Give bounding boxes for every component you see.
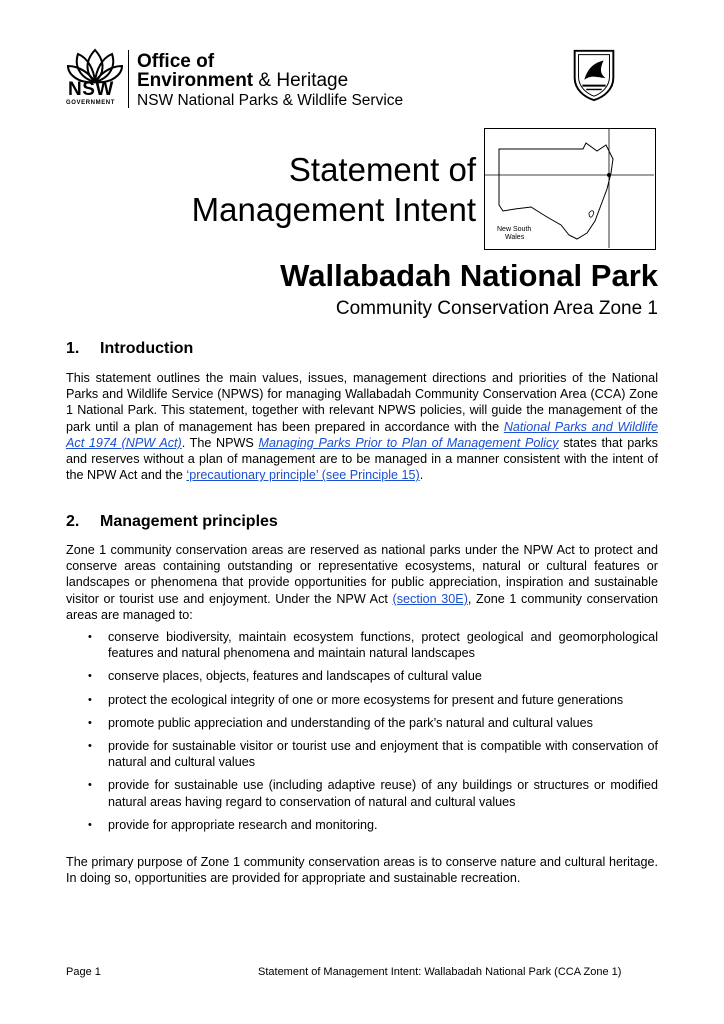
statement-title <box>136 150 476 230</box>
section-title: Management principles <box>100 513 278 530</box>
park-name: Wallabadah National Park <box>280 258 658 293</box>
nsw-locator-map <box>484 128 656 250</box>
map-label-line2: Wales <box>505 234 525 241</box>
header-divider <box>128 50 129 108</box>
managing-parks-policy-link[interactable]: Managing Parks Prior to Plan of Management Policy <box>258 435 559 450</box>
org-name-line1: Office of <box>137 51 215 72</box>
org-environment: Environment <box>137 70 254 91</box>
section-30e-link[interactable]: (section 30E) <box>392 591 468 606</box>
government-label: GOVERNMENT <box>66 100 116 106</box>
page-number: Page 1 <box>66 966 101 978</box>
zone-subtitle: Community Conservation Area Zone 1 <box>335 298 658 319</box>
org-name-line2 <box>137 71 348 91</box>
nsw-wordmark: NSW <box>68 79 114 100</box>
principles-text-2: , Zone 1 community conservation areas are managed to: <box>66 591 659 622</box>
map-label-line1: New South <box>497 226 532 233</box>
list-item: • provide for appropriate research and monitoring. <box>66 817 658 833</box>
org-name-line3: NSW National Parks & Wildlife Service <box>137 92 404 109</box>
list-item: • conserve places, objects, features and landscapes of cultural value <box>66 668 658 684</box>
intro-text-1: This statement outlines the main values, issues, management directions and priorities of the National Parks and Wildlife Service (NPWS) for managing Wallabadah Community Conservation Area (CCA) Zone 1 National Park. This statement, together with relevant NPWS policies, will guide the management of the park until a plan of management has been prepared in accordance with the <box>66 371 658 434</box>
section-heading-introduction <box>66 340 193 358</box>
title-line1: Statement of <box>288 151 476 188</box>
list-item: • provide for sustainable use (including adaptive reuse) of any buildings or structures or modified natural areas having regard to conservation of natural and cultural values <box>66 777 658 809</box>
list-item: • provide for sustainable visitor or tourist use and enjoyment that is compatible with conservation of natural and cultural values <box>66 738 658 770</box>
precautionary-principle-link[interactable]: ‘precautionary principle’ (see Principle 15) <box>186 468 420 483</box>
principles-bullet-list <box>66 629 658 833</box>
title-line2: Management Intent <box>191 191 476 228</box>
principles-list-container <box>66 629 658 840</box>
npw-act-link[interactable]: National Parks and Wildlife Act 1974 (NPW Act) <box>66 419 658 450</box>
section-title: Introduction <box>100 340 194 357</box>
closing-paragraph: The primary purpose of Zone 1 community conservation areas is to conserve nature and cultural heritage. In doing so, opportunities are provided for appropriate and sustainable recreation. <box>66 855 658 886</box>
nsw-map-icon <box>485 129 654 248</box>
intro-paragraph <box>66 370 658 483</box>
principles-paragraph <box>66 542 658 623</box>
principles-text-1: Zone 1 community conservation areas are reserved as national parks under the NPW Act to protect and conserve areas containing outstanding or representative ecosystems, natural or cultural features or landscapes or phenomena that provide opportunities for public appreciation, inspiration and sustainable visitor or tourist use and enjoyment. Under the NPW Act <box>66 543 658 606</box>
list-item: • conserve biodiversity, maintain ecosystem functions, protect geological and geomorphological features and natural phenomena and maintain natural landscapes <box>66 629 658 661</box>
section-number: 2. <box>66 513 80 530</box>
npws-emblem-icon <box>565 45 623 103</box>
waratah-logo-icon <box>66 44 124 84</box>
intro-text-4: . <box>419 468 424 483</box>
section-number: 1. <box>66 340 80 357</box>
intro-text-2: . The NPWS <box>181 435 259 450</box>
list-item: • promote public appreciation and understanding of the park’s natural and cultural values <box>66 715 658 731</box>
intro-text-3: states that parks and reserves without a plan of management are to be managed in a manner consistent with the intent of the NPW Act and the <box>66 435 658 483</box>
list-item: • protect the ecological integrity of one or more ecosystems for present and future generations <box>66 692 658 708</box>
footer-doc-title: Statement of Management Intent: Wallabadah National Park (CCA Zone 1) <box>258 966 622 978</box>
org-heritage: & Heritage <box>253 70 349 91</box>
section-heading-management-principles <box>66 513 278 531</box>
